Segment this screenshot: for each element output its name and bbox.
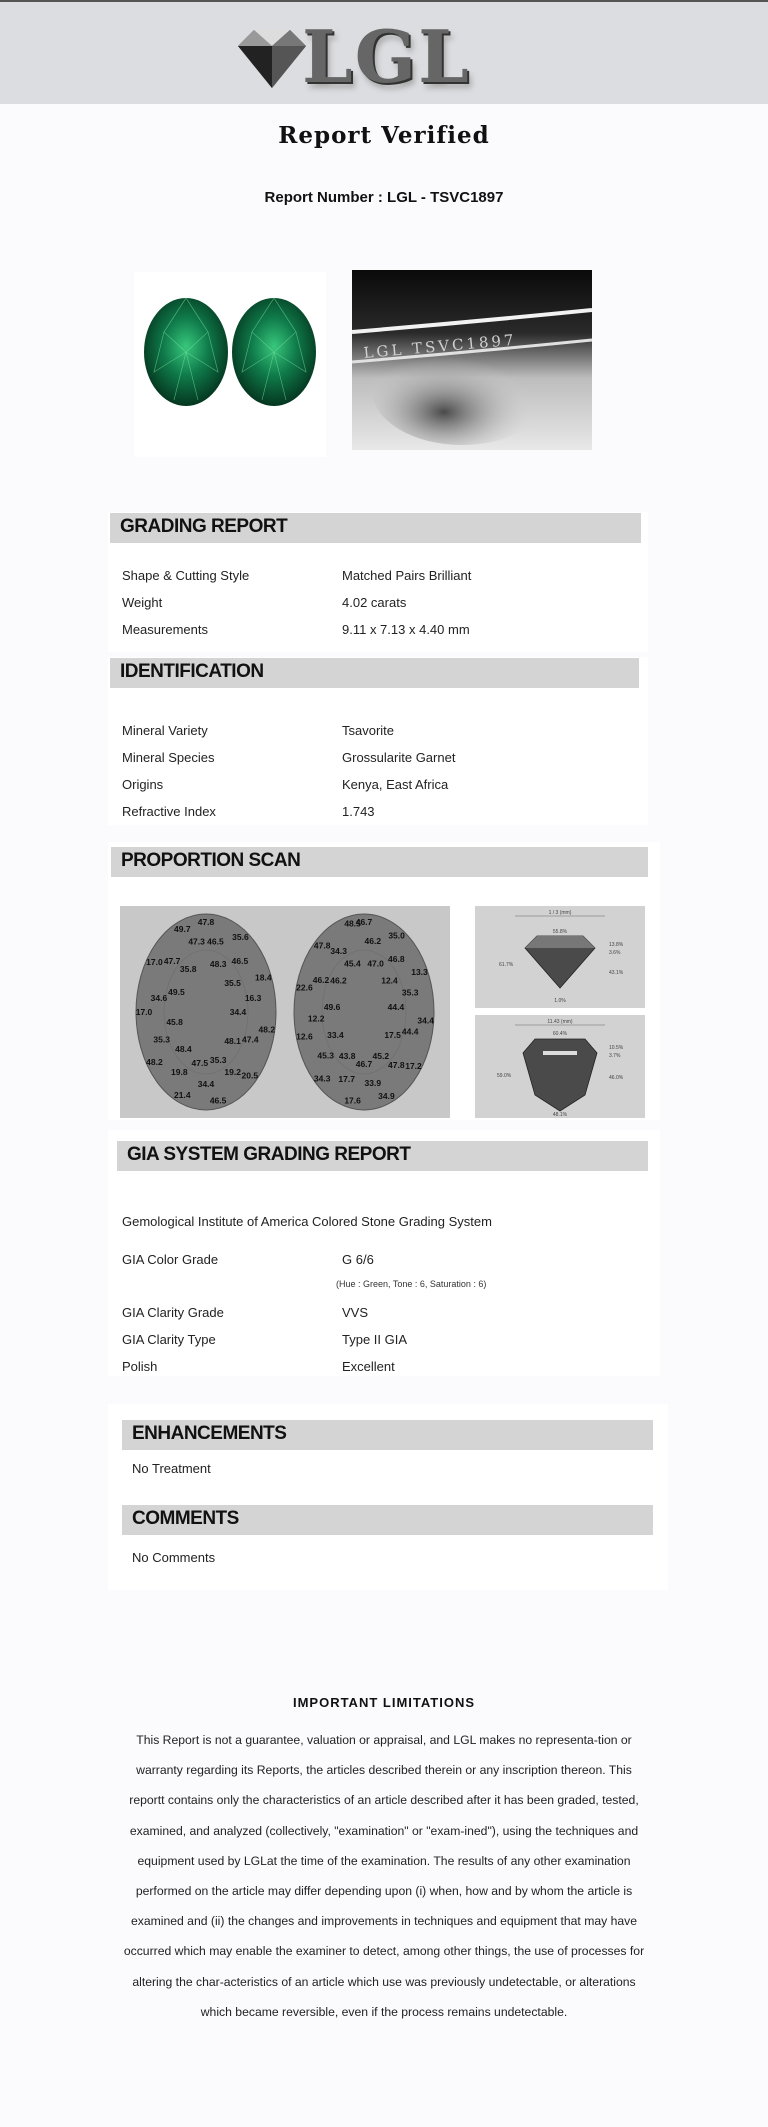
label-clarity-type: GIA Clarity Type: [122, 1332, 216, 1347]
proportion-value: 17.5: [384, 1030, 401, 1041]
label-shape: Shape & Cutting Style: [122, 568, 250, 583]
proportion-value: 17.0: [146, 957, 163, 967]
gem-photo: [134, 272, 326, 457]
proportion-value: 45.2: [372, 1051, 390, 1062]
profile-bottom-panel: [475, 1015, 645, 1118]
proportion-value: 46.5: [209, 1095, 227, 1106]
proportion-value: 46.2: [312, 974, 330, 985]
inscription-photo: [352, 270, 592, 450]
proportion-value: 48.5: [344, 918, 361, 929]
proportion-scan-bar: [111, 847, 648, 877]
proportion-value: 47.8: [388, 1060, 405, 1071]
proportion-value: 47.4: [242, 1034, 259, 1045]
limitations-title: IMPORTANT LIMITATIONS: [292, 1695, 476, 1710]
proportion-value: 17.0: [135, 1007, 153, 1017]
proportion-value: 17.7: [338, 1074, 355, 1085]
lgl-logo[interactable]: [232, 14, 492, 99]
proportion-value: 47.7: [163, 956, 181, 967]
proportion-value: 46.8: [388, 953, 405, 964]
proportion-value: 46.5: [207, 936, 224, 947]
proportion-value: 17.6: [344, 1095, 361, 1106]
proportion-value: 35.5: [224, 978, 241, 989]
proportion-value: 47.3: [188, 936, 205, 947]
enhancements-bar: [122, 1420, 653, 1450]
proportion-value: 44.4: [401, 1026, 419, 1037]
proportion-value: 35.3: [209, 1055, 227, 1065]
proportion-value: 48.4: [175, 1043, 192, 1054]
enhancements-title: ENHANCEMENTS: [132, 1423, 287, 1444]
profile-bottom-pavilion: 46.0%: [609, 1075, 624, 1081]
value-measurements: 9.11 x 7.13 x 4.40 mm: [342, 622, 470, 637]
color-grade-note: (Hue : Green, Tone : 6, Saturation : 6): [336, 1279, 487, 1289]
logo-text: LGL: [302, 14, 471, 99]
gia-bar: [117, 1141, 648, 1171]
proportion-value: 12.2: [307, 1013, 325, 1024]
value-weight: 4.02 carats: [342, 595, 407, 610]
proportion-value: 34.3: [313, 1073, 331, 1084]
proportion-value: 47.0: [367, 958, 384, 969]
proportion-value: 43.8: [338, 1051, 356, 1062]
proportion-value: 21.4: [174, 1090, 191, 1101]
proportion-value: 47.5: [191, 1058, 209, 1068]
proportion-value: 47.8: [313, 940, 331, 951]
profile-top-panel: [475, 906, 645, 1008]
comments-text: No Comments: [132, 1550, 216, 1565]
proportion-value: 35.3: [153, 1034, 170, 1045]
proportion-value: 48.3: [209, 959, 227, 969]
value-species: Grossularite Garnet: [342, 750, 456, 765]
profile-top-girdle: 3.6%: [609, 950, 621, 956]
label-species: Mineral Species: [122, 750, 215, 765]
enhancements-text: No Treatment: [132, 1461, 211, 1476]
proportion-value: 35.3: [401, 987, 419, 998]
header-bar: [0, 0, 768, 106]
proportion-value: 34.6: [150, 993, 168, 1003]
profile-bottom-girdle: 3.7%: [609, 1053, 621, 1059]
grading-report-title: GRADING REPORT: [120, 516, 288, 537]
proportion-value: 13.3: [411, 966, 428, 977]
value-variety: Tsavorite: [342, 723, 395, 738]
profile-top-pavilion: 43.1%: [609, 970, 624, 976]
label-clarity-grade: GIA Clarity Grade: [122, 1305, 224, 1320]
proportion-value: 34.4: [417, 1015, 434, 1026]
profile-bottom-depth: 59.0%: [497, 1073, 512, 1079]
profile-top-width: 1 / 3 (mm): [548, 910, 572, 916]
profile-bottom-width: 11.43 (mm): [547, 1019, 573, 1025]
proportion-value: 49.7: [174, 923, 191, 934]
identification-bar: [110, 658, 639, 688]
proportion-value: 34.9: [378, 1090, 395, 1101]
label-variety: Mineral Variety: [122, 723, 208, 738]
proportion-value: 19.8: [171, 1066, 188, 1077]
proportion-value: 12.6: [296, 1031, 313, 1042]
proportion-value: 33.4: [327, 1030, 344, 1041]
proportion-value: 46.2: [330, 975, 347, 986]
profile-bottom-table: 60.4%: [552, 1031, 568, 1037]
proportion-value: 22.6: [296, 982, 313, 993]
proportion-value: 20.5: [241, 1070, 259, 1081]
profile-bottom-culet: 48.1%: [552, 1112, 568, 1118]
profile-top-table: 55.8%: [552, 929, 568, 935]
value-origins: Kenya, East Africa: [342, 777, 449, 792]
gia-title: GIA SYSTEM GRADING REPORT: [127, 1144, 411, 1165]
oval-scan-panel: [120, 906, 450, 1118]
laser-inscription: LGL TSVC1897: [362, 330, 518, 362]
proportion-value: 48.1: [224, 1035, 241, 1046]
value-color-grade: G 6/6: [342, 1252, 374, 1267]
proportion-value: 16.3: [244, 993, 262, 1003]
proportion-value: 34.3: [330, 945, 347, 956]
proportion-value: 19.2: [224, 1066, 241, 1077]
profile-bottom-crown: 10.5%: [609, 1045, 624, 1051]
proportion-value: 47.8: [197, 917, 215, 927]
proportion-value: 18.4: [255, 972, 272, 983]
label-weight: Weight: [122, 595, 163, 610]
label-origins: Origins: [122, 777, 164, 792]
proportion-value: 17.2: [405, 1061, 422, 1072]
proportion-value: 49.6: [323, 1002, 341, 1013]
gia-subtitle: Gemological Institute of America Colored Stone Grading System: [122, 1214, 492, 1229]
proportion-value: 35.0: [388, 930, 405, 941]
proportion-value: 48.2: [146, 1057, 163, 1067]
value-clarity-grade: VVS: [342, 1305, 369, 1320]
value-shape: Matched Pairs Brilliant: [342, 568, 472, 583]
grading-report-bar: [110, 513, 641, 543]
identification-title: IDENTIFICATION: [120, 661, 264, 682]
proportion-value: 48.2: [258, 1024, 276, 1035]
value-refractive: 1.743: [342, 804, 375, 819]
profile-top-depth: 61.7%: [499, 962, 514, 968]
label-refractive: Refractive Index: [122, 804, 216, 819]
proportion-value: 12.4: [381, 975, 398, 986]
page-title: Report Verified: [278, 122, 490, 149]
comments-bar: [122, 1505, 653, 1535]
profile-top-crown: 13.8%: [609, 942, 624, 948]
proportion-value: 34.4: [229, 1007, 247, 1017]
proportion-scan-title: PROPORTION SCAN: [121, 850, 301, 871]
proportion-value: 46.7: [355, 1059, 373, 1069]
report-number: Report Number : LGL - TSVC1897: [264, 189, 504, 206]
proportion-value: 46.7: [355, 917, 373, 927]
proportion-value: 45.3: [317, 1050, 334, 1061]
value-polish: Excellent: [342, 1359, 395, 1374]
proportion-value: 49.5: [168, 987, 185, 998]
value-clarity-type: Type II GIA: [342, 1332, 408, 1347]
proportion-value: 35.6: [232, 932, 249, 943]
proportion-value: 34.4: [197, 1079, 215, 1089]
proportion-value: 45.4: [344, 958, 361, 969]
label-measurements: Measurements: [122, 622, 208, 637]
proportion-value: 46.2: [364, 936, 382, 947]
diamond-logo-icon: [232, 24, 312, 92]
proportion-value: 35.8: [179, 963, 197, 974]
label-color-grade: GIA Color Grade: [122, 1252, 219, 1267]
proportion-value: 46.5: [231, 956, 249, 967]
label-polish: Polish: [122, 1359, 158, 1374]
proportion-value: 44.4: [387, 1002, 405, 1013]
comments-title: COMMENTS: [132, 1508, 239, 1529]
limitations-text: This Report is not a guarantee, valuation or appraisal, and LGL makes no representa-tion or warranty regarding its Reports, the articles described therein or any inscription thereon. This reportt contains only the characteristics of an article described after it has been graded, tested, examined, and analyzed (collectively, "examination" or "exam-ined"), using the techniques and equipment used by LGLat the time of the examination. The results of any other examination performed on the article may differ depending upon (i) when, how and by whom the article is examined and (ii) the changes and improvements in techniques and equipment that may have occurred which may enable the examiner to detect, among other things, the use of processes for altering the char-acteristics of an article which use was previously undetectable, or alterations which became reversible, even if the process remains undetectable.: [123, 1733, 645, 2019]
profile-top-culet: 1.0%: [554, 998, 566, 1004]
proportion-value: 33.9: [364, 1077, 382, 1088]
proportion-value: 45.8: [166, 1017, 183, 1028]
